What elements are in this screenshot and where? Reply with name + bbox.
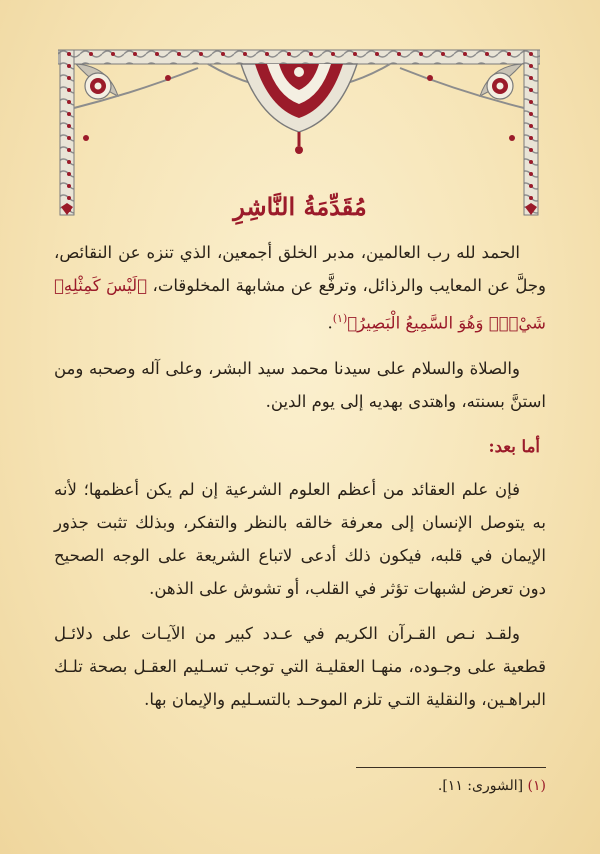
quran-verse: ﴿لَيْسَ كَمِثْلِهِۦ شَيْءٌۖ وَهُوَ السَّمِيعُ الْبَصِيرُ﴾ [54, 276, 546, 333]
footnote-number: (١) [527, 778, 546, 794]
paragraph-praise [54, 236, 546, 340]
section-heading: أما بعد: [488, 436, 540, 456]
page-title: مُقَدِّمَةُ النَّاشِرِ [233, 192, 367, 221]
paragraph-salutation: والصلاة والسلام على سيدنا محمد سيد البشر، وعلى آله وصحبه ومن استنَّ بسنته، واهتدى بهديه إلى يوم الدين. [54, 358, 546, 411]
footnote-divider [356, 767, 546, 768]
paragraph-quran-evidence: ولقـد نـص القـرآن الكريم في عـدد كبير من الآيـات على دلائـل قطعية على وجـوده، منهـا العقليـة التي توجب تسـليم العقـل بصحة تلـك البراهـين، والنقلية التـي تلزم الموحـد بالتسـليم والإيمان بها. [54, 623, 546, 709]
paragraph-aqeedah: فإن علم العقائد من أعظم العلوم الشرعية إن لم يكن أعظمها؛ لأنه به يتوصل الإنسان إلى معرفة خالقه بالنظر والتفكر، وبذلك تثبت جذور الإيمان في قلبه، فيكون ذلك أدعى لاتباع الشريعة على الوجه الصحيح دون تعرض لشبهات تؤثر في القلب، أو تشوش على الذهن. [54, 479, 546, 598]
footnote-marker: (١) [332, 312, 348, 325]
preface-body [54, 236, 546, 728]
paragraph-praise-text: الحمد لله رب العالمين، مدبر الخلق أجمعين، الذي تنزه عن النقائص، وجلَّ عن المعايب والرذائل، وترفَّع عن مشابهة المخلوقات، [54, 243, 546, 295]
footnote-text: [الشورى: ١١]. [437, 778, 524, 794]
paragraph-praise-end: . [327, 313, 333, 333]
footnote [438, 778, 546, 794]
